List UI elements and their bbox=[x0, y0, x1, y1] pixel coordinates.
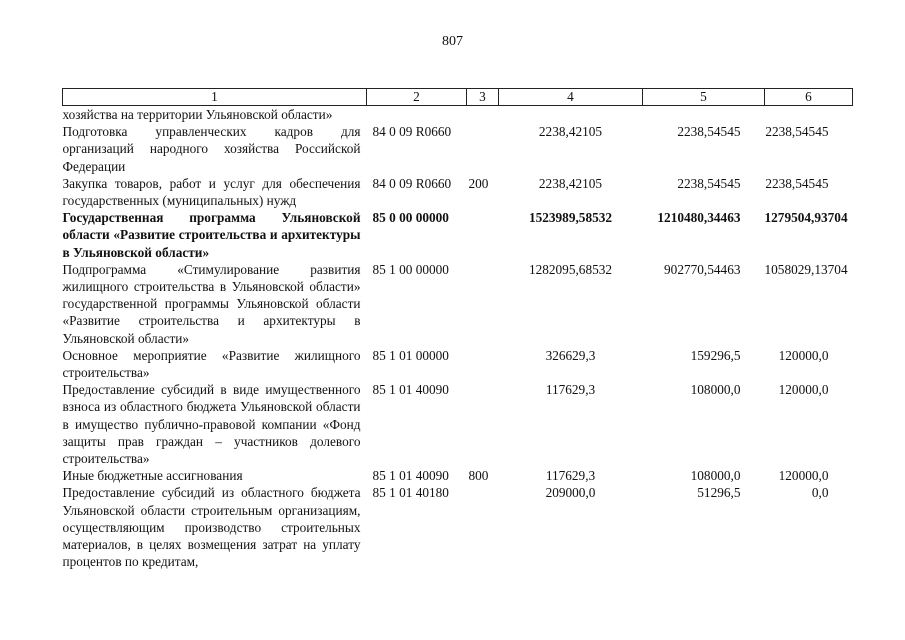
row-code-cell: 85 1 01 40090 bbox=[372, 382, 449, 398]
row-value-col6-cell: 120000,0 bbox=[778, 468, 829, 484]
row-name-cell: Основное мероприятие «Развитие жилищного строительства» bbox=[62, 347, 361, 381]
row-code-cell: 85 1 01 40180 bbox=[372, 485, 449, 501]
header-col-2: 2 bbox=[367, 89, 467, 106]
row-value-col4-cell: 2238,42105 bbox=[538, 124, 603, 140]
table-row bbox=[63, 175, 853, 209]
row-code-cell: 85 0 00 00000 bbox=[372, 210, 449, 226]
row-code-cell: 85 1 00 00000 bbox=[372, 261, 449, 277]
row-code-cell: 84 0 09 R0660 bbox=[372, 124, 452, 140]
table-row bbox=[63, 261, 853, 347]
row-value-col4-cell: 2238,42105 bbox=[538, 175, 603, 191]
table-row bbox=[63, 381, 853, 467]
table-row bbox=[63, 123, 853, 175]
row-name-cell: Предоставление субсидий в виде имущественного взноса из областного бюджета Ульяновской области в имущество публично-правовой компании «Фонд защиты прав граждан – участников долевого строительства» bbox=[62, 382, 361, 467]
row-expense-type-cell bbox=[467, 484, 499, 570]
row-value-col5-cell: 1210480,34463 bbox=[657, 210, 741, 226]
page-number: 807 bbox=[442, 34, 463, 49]
row-value-col6-cell: 2238,54545 bbox=[765, 175, 829, 191]
row-name-cell: Подпрограмма «Стимулирование развития жилищного строительства в Ульяновской области» государственной программы Ульяновской области «Развитие строительства и архитектуры в Ульяновской области» bbox=[62, 261, 361, 346]
row-name-cell: Государственная программа Ульяновской области «Развитие строительства и архитектуры в Ульяновской области» bbox=[62, 210, 361, 260]
row-name-cell: хозяйства на территории Ульяновской области» bbox=[62, 107, 333, 122]
table-row bbox=[63, 347, 853, 381]
row-value-col6-cell: 1058029,13704 bbox=[764, 261, 848, 277]
row-value-col6-cell: 120000,0 bbox=[778, 382, 829, 398]
row-name-cell: Подготовка управленческих кадров для организаций народного хозяйства Российской Федерации bbox=[62, 124, 361, 174]
table-body bbox=[63, 106, 853, 571]
row-value-col5-cell: 902770,54463 bbox=[664, 261, 741, 277]
row-value-col6-cell: 120000,0 bbox=[778, 347, 829, 363]
row-value-col4-cell: 209000,0 bbox=[545, 485, 596, 501]
table-row bbox=[63, 106, 853, 124]
row-value-col4-cell: 1523989,58532 bbox=[528, 210, 613, 226]
row-expense-type-cell bbox=[467, 261, 499, 347]
row-expense-type-cell bbox=[467, 381, 499, 467]
table-header-row bbox=[63, 89, 853, 106]
row-name-cell: Предоставление субсидий из областного бюджета Ульяновской области строительным организациям, осуществляющим производство строительных материалов, в целях возмещения затрат на уплату процентов по кредитам, bbox=[62, 485, 361, 570]
row-code-cell: 85 1 01 40090 bbox=[372, 468, 449, 484]
row-value-col4-cell bbox=[499, 106, 643, 124]
row-name-cell: Иные бюджетные ассигнования bbox=[62, 468, 243, 484]
row-name-cell: Закупка товаров, работ и услуг для обеспечения государственных (муниципальных) нужд bbox=[62, 175, 361, 209]
row-code-cell bbox=[367, 106, 467, 124]
row-value-col5-cell: 108000,0 bbox=[690, 382, 741, 398]
row-expense-type-cell: 800 bbox=[468, 468, 489, 484]
row-value-col5-cell bbox=[643, 106, 765, 124]
table-row bbox=[63, 467, 853, 484]
row-expense-type-cell: 200 bbox=[468, 175, 489, 191]
row-expense-type-cell bbox=[467, 209, 499, 261]
row-expense-type-cell bbox=[467, 123, 499, 175]
row-value-col5-cell: 108000,0 bbox=[690, 468, 741, 484]
row-value-col4-cell: 1282095,68532 bbox=[528, 261, 613, 277]
header-col-5: 5 bbox=[643, 89, 765, 106]
row-value-col6-cell: 1279504,93704 bbox=[764, 210, 848, 226]
row-value-col5-cell: 159296,5 bbox=[690, 347, 741, 363]
header-col-6: 6 bbox=[765, 89, 853, 106]
header-col-3: 3 bbox=[467, 89, 499, 106]
table-row bbox=[63, 209, 853, 261]
row-value-col6-cell bbox=[765, 106, 853, 124]
row-value-col5-cell: 2238,54545 bbox=[677, 124, 741, 140]
row-value-col6-cell: 2238,54545 bbox=[765, 124, 829, 140]
row-code-cell: 84 0 09 R0660 bbox=[372, 175, 452, 191]
header-col-1: 1 bbox=[63, 89, 367, 106]
row-value-col5-cell: 51296,5 bbox=[697, 485, 741, 501]
header-col-4: 4 bbox=[499, 89, 643, 106]
table-row bbox=[63, 484, 853, 570]
row-value-col4-cell: 326629,3 bbox=[545, 347, 596, 363]
row-value-col4-cell: 117629,3 bbox=[545, 468, 596, 484]
row-expense-type-cell bbox=[467, 347, 499, 381]
row-value-col4-cell: 117629,3 bbox=[545, 382, 596, 398]
row-value-col6-cell: 0,0 bbox=[811, 485, 829, 501]
row-code-cell: 85 1 01 00000 bbox=[372, 347, 449, 363]
row-expense-type-cell bbox=[467, 106, 499, 124]
row-value-col5-cell: 2238,54545 bbox=[677, 175, 741, 191]
budget-table bbox=[62, 88, 853, 570]
